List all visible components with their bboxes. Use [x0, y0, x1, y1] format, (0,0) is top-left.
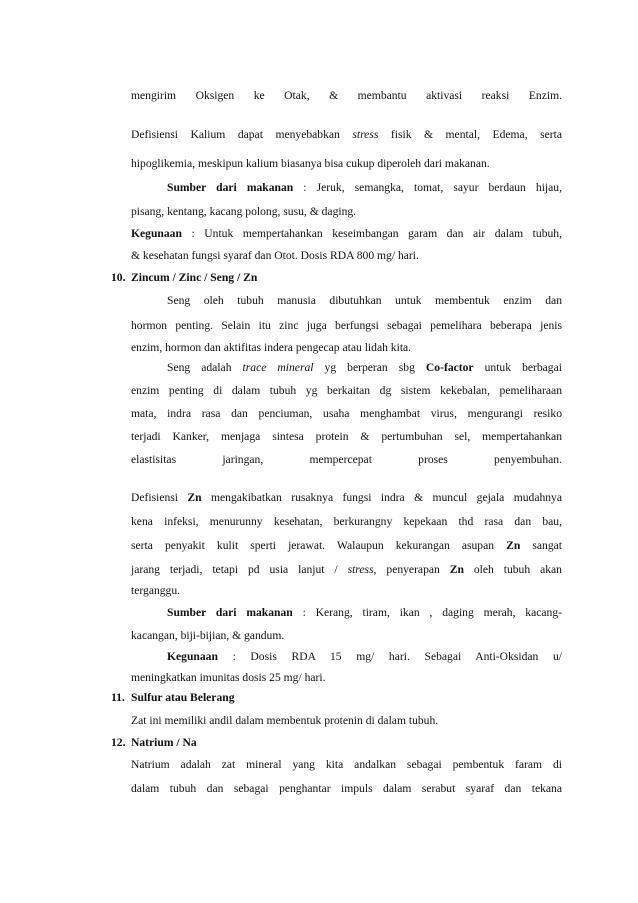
text-line	[167, 649, 562, 665]
text-span: serta penyakit kulit sperti jerawat. Walaupun kekurangan asupan	[131, 539, 495, 552]
text-line: pisang, kentang, kacang polong, susu, & daging.	[131, 205, 357, 218]
heading-number: 12.	[111, 736, 126, 749]
text-span: yg berperan sbg	[324, 361, 415, 374]
text-line	[131, 538, 562, 554]
text-line: & kesehatan fungsi syaraf dan Otot. Dosis RDA 800 mg/ hari.	[131, 249, 419, 262]
text-line: enzim penting di dalam tubuh yg berkaitan dg sistem kekebalan, pemeliharaan	[131, 384, 562, 397]
italic-term: stress,	[347, 563, 377, 576]
text-span: Defisiensi	[131, 491, 179, 504]
text-line: enzim, hormon dan aktifitas indera pengecap atau lidah kita.	[131, 341, 412, 354]
text-span: : Jeruk, semangka, tomat, sayur berdaun hijau,	[303, 181, 562, 194]
text-line: kacangan, biji-bijian, & gandum.	[131, 629, 285, 642]
text-line: Seng oleh tubuh manusia dibutuhkan untuk membentuk enzim dan	[167, 294, 562, 307]
text-line	[131, 127, 562, 143]
text-line	[131, 490, 562, 506]
text-line: hipoglikemia, meskipun kalium biasanya bisa cukup diperoleh dari makanan.	[131, 157, 490, 170]
text-span: jarang terjadi, tetapi pd usia lanjut /	[131, 563, 338, 576]
text-line: Natrium adalah zat mineral yang kita andalkan sebagai pembentuk faram di	[131, 758, 562, 771]
heading-title: Zincum / Zinc / Seng / Zn	[131, 271, 258, 284]
text-span: mengakibatkan rusaknya fungsi indra & muncul gejala mudahnya	[211, 491, 563, 504]
text-span: : Untuk mempertahankan keseimbangan garam dan air dalam tubuh,	[191, 227, 562, 240]
text-line: hormon penting. Selain itu zinc juga berfungsi sebagai pemelihara beberapa jenis	[131, 319, 562, 332]
text-line	[131, 562, 562, 578]
heading-number: 10.	[111, 271, 126, 284]
bold-label: Kegunaan	[167, 650, 218, 663]
bold-term: Zn	[449, 563, 464, 576]
text-line	[167, 360, 562, 376]
text-line: elastisitas jaringan, mempercepat proses penyembuhan.	[131, 453, 562, 466]
italic-term: trace mineral	[242, 361, 314, 374]
bold-term: Zn	[187, 491, 202, 504]
text-line: meningkatkan imunitas dosis 25 mg/ hari.	[131, 671, 326, 684]
text-span: penyerapan	[386, 563, 440, 576]
text-span: : Kerang, tiram, ikan , daging merah, kacang-	[302, 606, 562, 619]
bold-label: Kegunaan	[131, 227, 182, 240]
text-line	[131, 226, 562, 242]
italic-term: stress	[352, 128, 379, 141]
section-heading-12	[111, 735, 197, 751]
text-span: Seng adalah	[167, 361, 232, 374]
text-span: untuk berbagai	[484, 361, 562, 374]
text-line: Zat ini memiliki andil dalam membentuk protenin di dalam tubuh.	[131, 714, 439, 727]
text-span: sangat	[532, 539, 562, 552]
bold-term: Co-factor	[425, 361, 474, 374]
bold-label: Sumber dari makanan	[167, 181, 294, 194]
bold-label: Sumber dari makanan	[167, 606, 293, 619]
heading-number: 11.	[111, 691, 125, 704]
text-span: fisik & mental, Edema, serta	[390, 128, 562, 141]
text-span: Defisiensi Kalium dapat menyebabkan	[131, 128, 340, 141]
text-line	[167, 180, 562, 196]
text-line: terganggu.	[131, 584, 181, 597]
text-line: dalam tubuh dan sebagai penghantar impuls dalam serabut syaraf dan tekana	[131, 782, 562, 795]
text-span: : Dosis RDA 15 mg/ hari. Sebagai Anti-Oksidan u/	[232, 650, 562, 663]
heading-title: Natrium / Na	[131, 736, 197, 749]
text-line	[167, 605, 562, 621]
section-heading-10	[111, 270, 257, 286]
text-span: oleh tubuh akan	[473, 563, 562, 576]
bold-term: Zn	[506, 539, 521, 552]
text-line: mata, indra rasa dan penciuman, usaha menghambat virus, mengurangi resiko	[131, 407, 562, 420]
text-line: kena infeksi, menurunny kesehatan, berkurangny kepekaan thd rasa dan bau,	[131, 515, 562, 528]
section-heading-11	[111, 690, 235, 706]
text-line: mengirim Oksigen ke Otak, & membantu aktivasi reaksi Enzim.	[131, 89, 562, 102]
heading-title: Sulfur atau Belerang	[131, 691, 235, 704]
text-line: terjadi Kanker, menjaga sintesa protein & pertumbuhan sel, mempertahankan	[131, 430, 562, 443]
